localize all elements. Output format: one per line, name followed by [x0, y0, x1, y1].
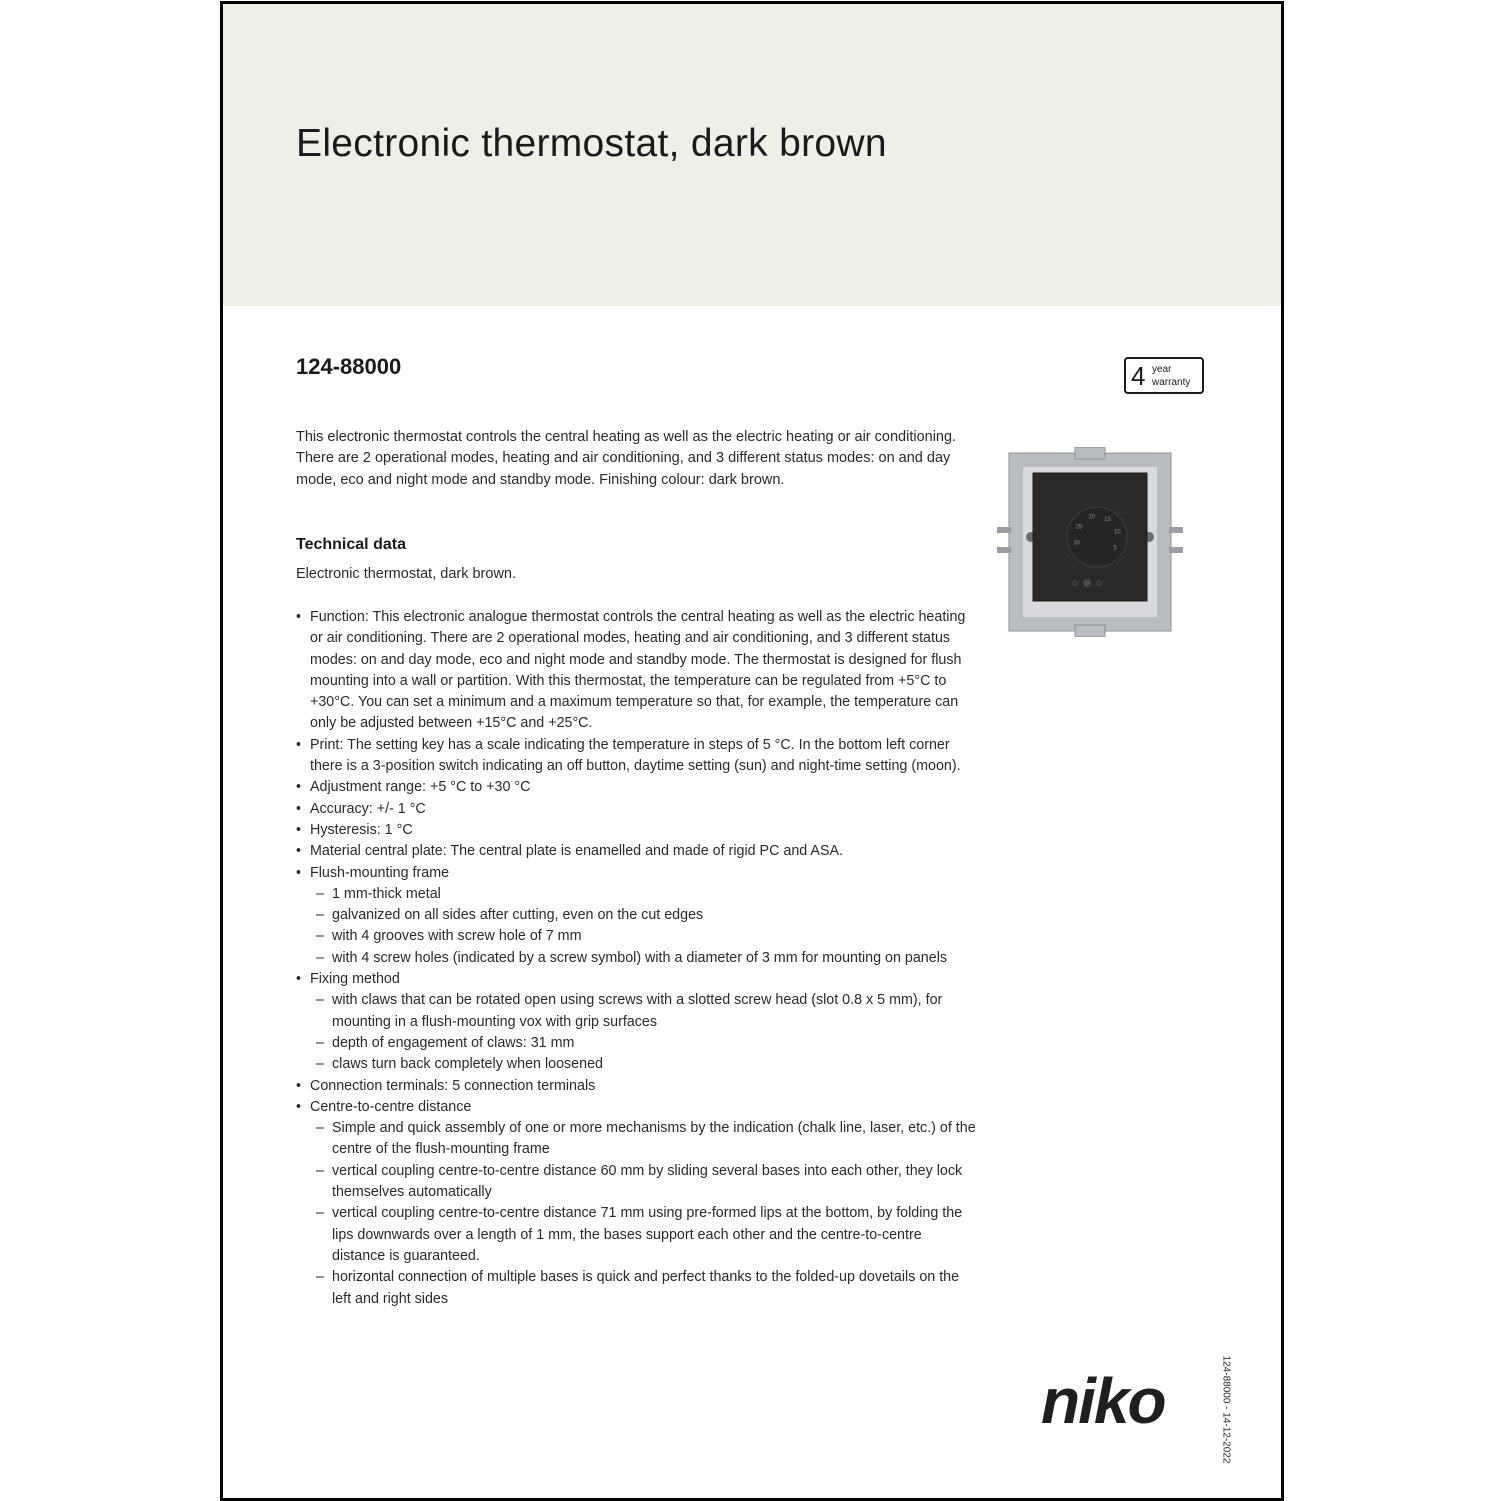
- spec-sub-item-text: galvanized on all sides after cutting, even on the cut edges: [332, 907, 704, 924]
- warranty-badge: [1124, 357, 1204, 394]
- bullet-marker: •: [296, 821, 302, 838]
- frame-bottom-tab: [1075, 625, 1105, 637]
- bullet-marker: •: [296, 800, 302, 817]
- spec-sub-item-text: 1 mm-thick metal: [332, 885, 441, 902]
- spec-item: [296, 1076, 976, 1097]
- spec-item-text: Centre-to-centre distance: [310, 1098, 472, 1115]
- spec-sub-item-text: vertical coupling centre-to-centre distance 60 mm by sliding several bases into each other, they lock themselves automatically: [332, 1162, 963, 1201]
- spec-sub-list: [310, 990, 976, 1075]
- dash-marker: –: [316, 992, 324, 1009]
- spec-sub-item-text: depth of engagement of claws: 31 mm: [332, 1034, 575, 1051]
- logo-text: niko: [1041, 1369, 1165, 1431]
- spec-sub-item-text: vertical coupling centre-to-centre distance 71 mm using pre-formed lips at the bottom, by folding the lips downwards over a length of 1 mm, the bases support each other and the centre-to-centre distance is guaranteed.: [332, 1205, 963, 1264]
- spec-item-text: Fixing method: [310, 971, 400, 988]
- product-image: [995, 447, 1185, 637]
- spec-sub-item: [310, 1054, 976, 1075]
- spec-item-text: Hysteresis: 1 °C: [310, 821, 413, 838]
- spec-item-text: Accuracy: +/- 1 °C: [310, 800, 426, 817]
- bullet-marker: •: [296, 1098, 302, 1115]
- spec-sub-item: [310, 990, 976, 1033]
- technical-data-heading: Technical data: [296, 536, 406, 553]
- spec-sub-item: [310, 948, 976, 969]
- dash-marker: –: [316, 1162, 324, 1179]
- dash-marker: –: [316, 1056, 324, 1073]
- warranty-years: 4: [1131, 361, 1146, 391]
- spec-sub-item: [310, 884, 976, 905]
- claw-right-bottom: [1169, 547, 1183, 553]
- spec-item-text: Connection terminals: 5 connection terminals: [310, 1077, 596, 1094]
- spec-item: [296, 735, 976, 778]
- spec-sub-item-text: claws turn back completely when loosened: [332, 1056, 603, 1073]
- spec-item: [296, 607, 976, 735]
- niko-logo: [1041, 1369, 1211, 1431]
- intro-paragraph: This electronic thermostat controls the central heating as well as the electric heating or air conditioning. There are 2 operational modes, heating and air conditioning, and 3 different status modes: on and day mode, eco and night mode and standby mode. Finishing colour: dark brown.: [296, 429, 957, 488]
- setting-dial: [1067, 507, 1127, 567]
- header-band: [223, 4, 1281, 306]
- spec-sub-item: [310, 1161, 976, 1204]
- document-reference: 124-88000 - 14-12-2022: [1220, 1355, 1232, 1464]
- technical-data-subtitle: Electronic thermostat, dark brown.: [296, 566, 517, 582]
- bullet-marker: •: [296, 843, 302, 860]
- dial-label: 5: [1113, 545, 1117, 552]
- dial-label: 10: [1113, 529, 1121, 536]
- spec-item-text: Print: The setting key has a scale indicating the temperature in steps of 5 °C. In the bottom left corner there is a 3-position switch indicating an off button, daytime setting (sun) and night-time setting (moon).: [310, 736, 961, 775]
- dash-marker: –: [316, 1120, 324, 1137]
- spec-sub-item-text: horizontal connection of multiple bases is quick and perfect thanks to the folded-up dovetails on the left and right sides: [332, 1269, 960, 1307]
- spec-item: [296, 863, 976, 969]
- dash-marker: –: [316, 1034, 324, 1051]
- spec-sub-item-text: with 4 screw holes (indicated by a screw symbol) with a diameter of 3 mm for mounting on panels: [332, 949, 948, 966]
- claw-left-bottom: [997, 547, 1011, 553]
- spec-item-text: Adjustment range: +5 °C to +30 °C: [310, 779, 531, 796]
- spec-sub-item: [310, 1033, 976, 1054]
- bullet-marker: •: [296, 1077, 302, 1094]
- warranty-line1: year: [1152, 364, 1172, 375]
- spec-list: [296, 607, 976, 1310]
- bullet-marker: •: [296, 971, 302, 988]
- spec-sub-item: [310, 1203, 976, 1267]
- spec-item: [296, 777, 976, 798]
- claw-right: [1169, 527, 1183, 533]
- spec-item: [296, 841, 976, 862]
- dial-label: 15: [1104, 516, 1111, 523]
- datasheet-page: [220, 1, 1284, 1501]
- spec-item-text: Material central plate: The central plate is enamelled and made of rigid PC and ASA.: [310, 843, 843, 860]
- warranty-line2: warranty: [1152, 377, 1191, 388]
- spec-item-text: Flush-mounting frame: [310, 864, 450, 881]
- dash-marker: –: [316, 928, 324, 945]
- mode-switch: [1083, 579, 1091, 587]
- spec-item: [296, 799, 976, 820]
- spec-sub-item: [310, 905, 976, 926]
- product-code: 124-88000: [296, 354, 402, 379]
- spec-item-text: Function: This electronic analogue thermostat controls the central heating as well as the electric heating or air conditioning. There are 2 operational modes, heating and air conditioning, and 3 different status modes: on and day mode, eco and night mode and standby mode. The thermostat is designed for flush mounting into a wall or partition. With this thermostat, the temperature can be regulated from +5°C to +30°C. You can set a minimum and a maximum temperature so that, for example, the temperature can only be adjusted between +15°C and +25°C.: [310, 609, 966, 732]
- spec-sub-item: [310, 926, 976, 947]
- bullet-marker: •: [296, 864, 302, 881]
- dial-label: 30: [1073, 540, 1081, 547]
- spec-sub-list: [310, 884, 976, 969]
- spec-sub-item: [310, 1267, 976, 1310]
- spec-sub-item-text: with 4 grooves with screw hole of 7 mm: [332, 928, 582, 945]
- spec-sub-item: [310, 1118, 976, 1161]
- dash-marker: –: [316, 949, 324, 966]
- spec-item: [296, 1097, 976, 1310]
- page-title: Electronic thermostat, dark brown: [296, 122, 887, 165]
- frame-top-tab: [1075, 447, 1105, 459]
- dash-marker: –: [316, 885, 324, 902]
- spec-sub-item-text: Simple and quick assembly of one or more mechanisms by the indication (chalk line, laser, etc.) of the centre of the flush-mounting frame: [332, 1120, 976, 1158]
- bullet-marker: •: [296, 609, 302, 625]
- bullet-marker: •: [296, 779, 302, 796]
- dial-label: 25: [1075, 524, 1083, 531]
- dial-label: 20: [1088, 514, 1095, 521]
- bullet-marker: •: [296, 736, 302, 753]
- dash-marker: –: [316, 907, 324, 924]
- dash-marker: –: [316, 1205, 324, 1222]
- spec-item: [296, 969, 976, 1075]
- dash-marker: –: [316, 1269, 324, 1286]
- spec-sub-item-text: with claws that can be rotated open using screws with a slotted screw head (slot 0.8 x 5 mm), for mounting in a flush-mounting vox with grip surfaces: [332, 992, 943, 1030]
- spec-item: [296, 820, 976, 841]
- claw-left: [997, 527, 1011, 533]
- spec-sub-list: [310, 1118, 976, 1310]
